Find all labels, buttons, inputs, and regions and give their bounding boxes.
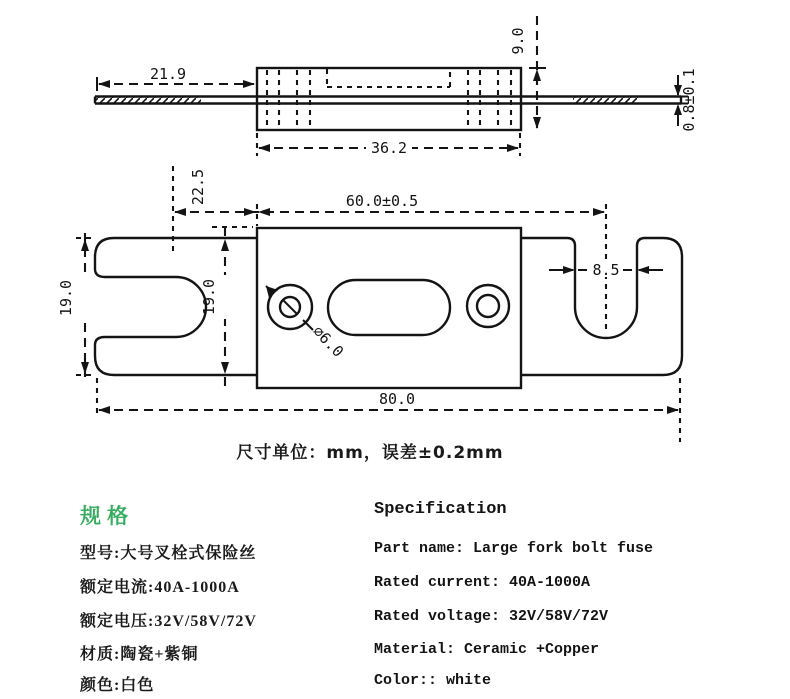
units-note: 尺寸单位：mm，误差±0.2mm <box>236 443 504 463</box>
hidden-lines <box>267 69 511 128</box>
spec-row-rated-current <box>0 574 790 600</box>
dim-label-60-0: 60.0±0.5 <box>345 192 419 210</box>
dim-blade-thickness <box>670 68 698 131</box>
dim-label-8-5: 8.5 <box>592 261 620 279</box>
spec-zh-rated-voltage: 额定电压:32V/58V/72V <box>80 613 257 630</box>
spec-row-color <box>0 672 790 698</box>
dim-label-9-0: 9.0 <box>509 27 527 55</box>
dim-label-0-8: 0.8±0.1 <box>680 68 698 132</box>
spec-en-rated-voltage: Rated voltage: 32V/58V/72V <box>374 608 609 625</box>
spec-en-color: Color:: white <box>374 672 492 689</box>
spec-en-material: Material: Ceramic +Copper <box>374 641 600 658</box>
right-hole-outer <box>467 285 509 327</box>
dim-body-height <box>509 16 546 129</box>
dim-label-hole-dia: ⌀6.0 <box>309 322 348 361</box>
spec-zh-color: 颜色:白色 <box>80 677 155 694</box>
dim-label-80-0: 80.0 <box>378 390 416 408</box>
front-view <box>57 166 682 442</box>
spec-title-zh: 规格 <box>80 504 134 528</box>
dim-label-21-9: 21.9 <box>149 65 187 83</box>
spec-en-rated-current: Rated current: 40A-1000A <box>374 574 591 591</box>
dim-label-19-0-outer: 19.0 <box>57 279 75 317</box>
blade-side-outline <box>95 97 681 104</box>
dim-blade-left-length <box>97 65 255 91</box>
spec-row-rated-voltage <box>0 608 790 634</box>
dim-body-length <box>257 133 520 157</box>
dim-label-22-5: 22.5 <box>189 168 207 206</box>
spec-zh-rated-current: 额定电流:40A-1000A <box>80 579 240 596</box>
spec-row-part-name <box>0 540 790 566</box>
dim-slot-centers <box>173 166 606 332</box>
inspection-window <box>328 280 450 335</box>
dim-hole-diameter <box>266 286 347 361</box>
spec-en-part-name: Part name: Large fork bolt fuse <box>374 540 654 557</box>
dim-label-19-0-inner: 19.0 <box>200 278 218 316</box>
side-view <box>95 16 698 157</box>
right-hole-inner <box>477 295 499 317</box>
dim-fork-width-outer <box>57 233 94 380</box>
spec-zh-material: 材质:陶瓷+紫铜 <box>80 646 199 663</box>
spec-title-en: Specification <box>374 500 507 519</box>
spec-row-material <box>0 641 790 667</box>
dim-slot-width <box>549 261 663 279</box>
dim-label-36-2: 36.2 <box>370 139 408 157</box>
dim-fork-width-inner <box>200 227 234 386</box>
body-front-outline <box>257 228 521 388</box>
right-fork-outline <box>521 238 682 375</box>
spec-zh-part-name: 型号:大号叉栓式保险丝 <box>80 545 257 562</box>
